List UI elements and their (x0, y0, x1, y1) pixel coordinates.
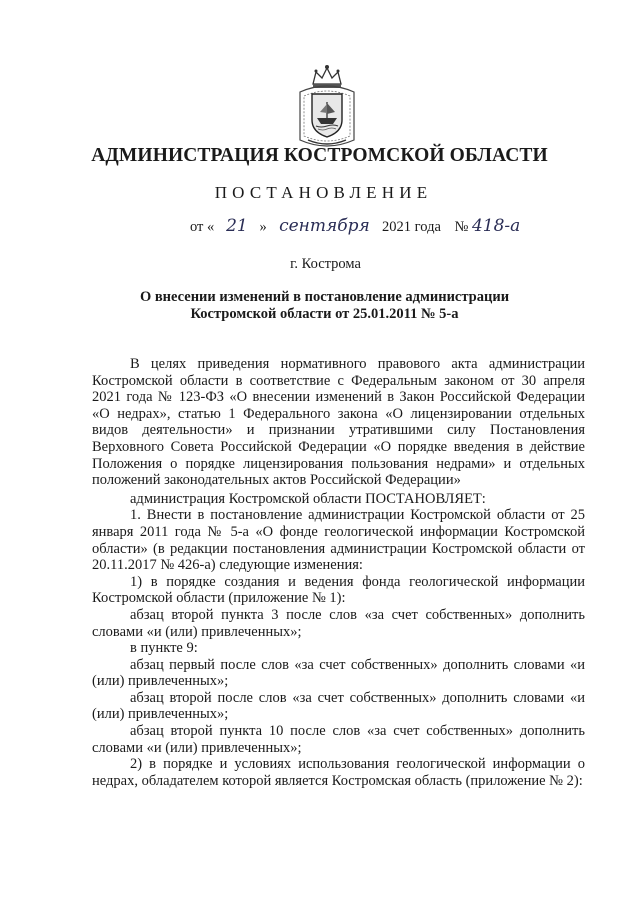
paragraph-point-3: абзац второй пункта 3 после слов «за счет собственных» дополнить словами «и (или) привлеченных»; (92, 606, 585, 640)
paragraph-resolves: администрация Костромской области ПОСТАНОВЛЯЕТ: (130, 490, 486, 507)
paragraph-point-10: абзац второй пункта 10 после слов «за счет собственных» дополнить словами «и (или) привлеченных»; (92, 723, 585, 756)
date-day-handwritten: 21 (226, 216, 248, 236)
paragraph-subitem-2: 2) в порядке и условиях использования геологической информации о недрах, обладателем которой является Костромская область (приложение № 2): (92, 756, 585, 789)
date-month-handwritten: сентября (279, 216, 370, 236)
document-title (0, 289, 639, 323)
date-mid: » (259, 219, 267, 235)
city: г. Кострома (290, 256, 361, 272)
paragraph-subitem-1: 1) в порядке создания и ведения фонда геологической информации Костромской области (приложение № 1): (92, 573, 585, 607)
date-line (190, 216, 520, 236)
title-line-2: Костромской области от 25.01.2011 № 5-а (190, 306, 459, 322)
paragraph-point-9-second: абзац второй после слов «за счет собственных» дополнить словами «и (или) привлеченных»; (92, 689, 585, 723)
number-prefix: № (454, 219, 469, 235)
date-prefix: от « (190, 219, 215, 235)
date-year: 2021 года (382, 219, 441, 235)
paragraph-item-1: 1. Внести в постановление администрации Костромской области от 25 января 2011 года № 5-а «О фонде геологической информации Костромской области» (в редакции постановления администрации Костромской области от 20.11.2017 № 426-а) следующие изменения: (92, 507, 585, 574)
paragraph-point-9: в пункте 9: (130, 640, 198, 657)
paragraph-point-9-first: абзац первый после слов «за счет собственных» дополнить словами «и (или) привлеченных»; (92, 656, 585, 690)
organization-name: АДМИНИСТРАЦИЯ КОСТРОМСКОЙ ОБЛАСТИ (91, 145, 548, 166)
number-handwritten: 418-а (471, 216, 521, 236)
title-line-1: О внесении изменений в постановление администрации (139, 289, 510, 305)
paragraph-preamble: В целях приведения нормативного правового акта администрации Костромской области в соответствие с Федеральным законом от 30 апреля 2021 года № 123-ФЗ «О внесении изменений в Закон Российской Федерации «О недрах», статью 1 Федерального закона «О лицензировании отдельных видов деятельности» и признании утратившими силу Постановления Верховного Совета Российской Федерации «О порядке введения в действие Положения о порядке лицензирования пользования недрами» и отдельных положений законодательных актов Российской Федерации» (92, 356, 585, 489)
coat-of-arms-icon (296, 62, 358, 148)
document-body (92, 356, 585, 789)
document-type: ПОСТАНОВЛЕНИЕ (214, 183, 433, 202)
